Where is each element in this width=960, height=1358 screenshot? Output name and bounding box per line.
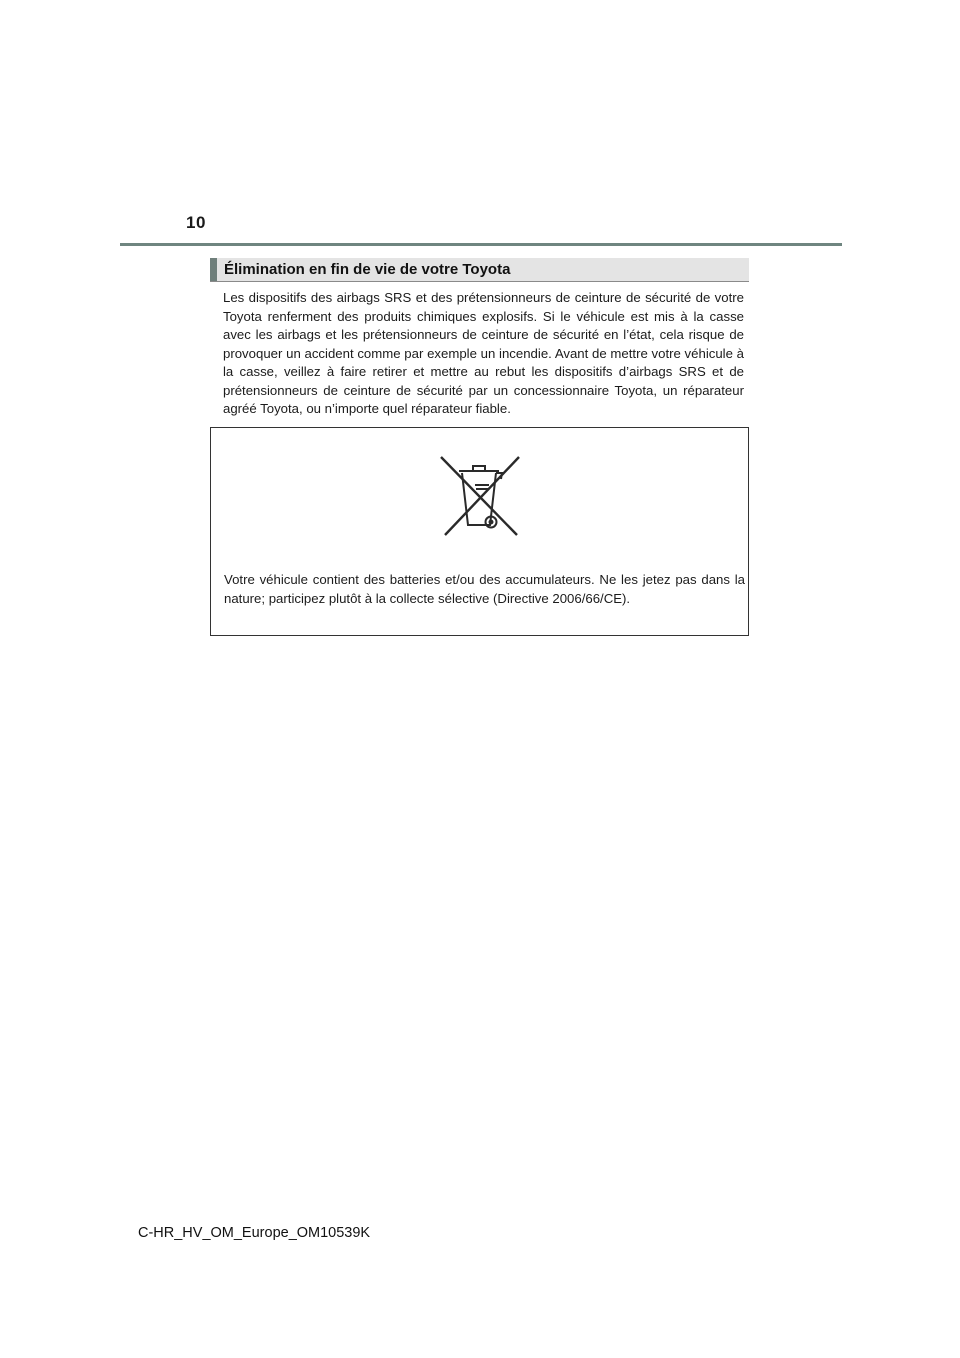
- section-title: Élimination en fin de vie de votre Toyota: [224, 261, 511, 278]
- header-rule: [120, 243, 842, 246]
- crossed-out-wheelie-bin-icon: [439, 455, 521, 537]
- section-paragraph: Les dispositifs des airbags SRS et des prétensionneurs de ceinture de sécurité de votre Toyota renferment des produits chimiques explosifs. Si le véhicule est mis à la casse avec les airbags et les prétensionneurs de ceinture de sécurité en l’état, cela risque de provoquer un accident comme par exemple un incendie. Avant de mettre votre véhicule à la casse, veillez à faire retirer et mettre au rebut les dispositifs d’airbags SRS et de prétensionneurs de ceinture de sécurité par un concessionnaire Toyota, un réparateur agréé Toyota, ou n’importe quel réparateur fiable.: [223, 290, 744, 416]
- footer-document-code: C-HR_HV_OM_Europe_OM10539K: [138, 1225, 371, 1241]
- notice-text: Votre véhicule contient des batteries et/ou des accumulateurs. Ne les jetez pas dans la nature; participez plutôt à la collecte sélective (Directive 2006/66/CE).: [224, 572, 745, 606]
- battery-disposal-notice: [210, 427, 749, 636]
- section-heading: [210, 258, 749, 282]
- page-number: 10: [186, 213, 206, 232]
- section-heading-bar: [210, 258, 217, 281]
